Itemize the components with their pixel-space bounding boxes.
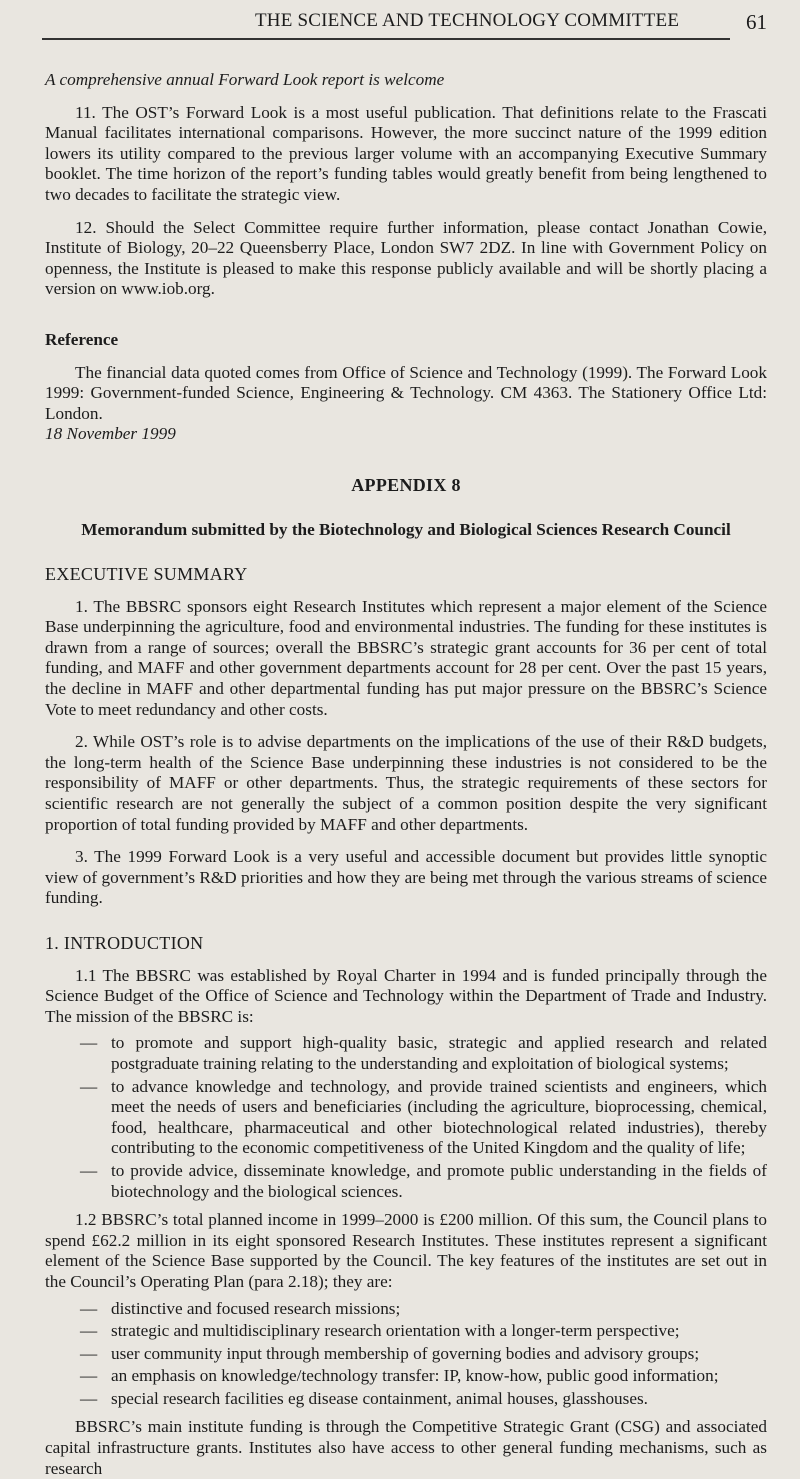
page-body xyxy=(45,70,767,1479)
summary-paragraph-2: 2. While OST’s role is to advise departments on the implications of the use of their R&D budgets, the long-term health of the Science Base underpinning these industries is not considered to be the responsibility of MAFF or other departments. Thus, the strategic requirements of these sectors for scientific research are not generally the subject of a common position despite the very significant proportion of total funding provided by MAFF and other departments. xyxy=(45,732,767,834)
list-item: — an emphasis on knowledge/technology transfer: IP, know-how, public good information; xyxy=(80,1366,719,1386)
reference-heading: Reference xyxy=(45,329,119,349)
page-number: 61 xyxy=(746,10,767,34)
summary-paragraph-1: 1. The BBSRC sponsors eight Research Institutes which represent a major element of the Science Base underpinning the agriculture, food and environmental industries. The funding for these institutes is drawn from a range of sources; overall the BBSRC’s strategic grant accounts for 36 per cent of total funding, and MAFF and other government departments account for 28 per cent. Over the past 15 years, the decline in MAFF and other departmental funding has put major pressure on the BBSRC’s Science Vote to meet redundancy and other costs. xyxy=(45,596,767,719)
introduction-heading: 1. INTRODUCTION xyxy=(45,933,204,953)
list-item: — strategic and multidisciplinary research orientation with a longer-term perspective; xyxy=(80,1321,680,1341)
appendix-title: APPENDIX 8 xyxy=(351,474,461,495)
executive-summary-heading: EXECUTIVE SUMMARY xyxy=(45,564,248,585)
intro-paragraph-1-2: 1.2 BBSRC’s total planned income in 1999–2000 is £200 million. Of this sum, the Council plans to spend £62.2 million in its eight sponsored Research Institutes. These institutes represent a significant element of the Science Base supported by the Council. The key features of the institutes are set out in the Council’s Operating Plan (para 2.18); they are: xyxy=(45,1210,767,1291)
running-title: THE SCIENCE AND TECHNOLOGY COMMITTEE xyxy=(255,10,680,31)
section-heading-forward-look: A comprehensive annual Forward Look report is welcome xyxy=(45,70,445,89)
appendix-subtitle: Memorandum submitted by the Biotechnology and Biological Sciences Research Council xyxy=(81,519,731,539)
list-item: — user community input through membership of governing bodies and advisory groups; xyxy=(80,1343,700,1363)
list-item: — to promote and support high-quality basic, strategic and applied research and related postgraduate training relating to the understanding and exploitation of biological systems; xyxy=(80,1033,767,1073)
intro-paragraph-1-1: 1.1 The BBSRC was established by Royal Charter in 1994 and is funded principally through the Science Budget of the Office of Science and Technology within the Department of Trade and Industry. The mission of the BBSRC is: xyxy=(45,965,767,1026)
paragraph-12: 12. Should the Select Committee require further information, please contact Jonathan Cowie, Institute of Biology, 20–22 Queensberry Place, London SW7 2DZ. In line with Government Policy on openness, the Institute is pleased to make this response publicly available and will be shortly placing a version on www.iob.org. xyxy=(45,217,767,299)
header-rule xyxy=(42,38,730,40)
mission-list xyxy=(45,1033,767,1202)
list-item: — special research facilities eg disease containment, animal houses, glasshouses. xyxy=(80,1388,648,1408)
list-item: — to advance knowledge and technology, and provide trained scientists and engineers, which meet the needs of users and beneficiaries (including the agriculture, bioprocessing, chemical, food, healthcare, pharmaceutical and other biotechnological related industries), thereby contributing to the economic competitiveness of the United Kingdom and the quality of life; xyxy=(80,1076,767,1158)
reference-date: 18 November 1999 xyxy=(45,424,176,444)
paragraph-11: 11. The OST’s Forward Look is a most useful publication. That definitions relate to the Frascati Manual facilitates international comparisons. However, the more succinct nature of the 1999 edition lowers its utility compared to the previous larger volume with an accompanying Executive Summary booklet. The time horizon of the report’s funding tables would greatly benefit from being lengthened to two decades to facilitate the strategic view. xyxy=(45,102,767,204)
summary-paragraph-3: 3. The 1999 Forward Look is a very useful and accessible document but provides little synoptic view of government’s R&D priorities and how they are being met through the various streams of science funding. xyxy=(45,847,767,908)
list-item: — distinctive and focused research missions; xyxy=(80,1298,401,1318)
page-header xyxy=(0,10,800,32)
reference-text: The financial data quoted comes from Office of Science and Technology (1999). The Forward Look 1999: Government-funded Science, Engineering & Technology. CM 4363. The Stationery Office Ltd: London. xyxy=(45,362,767,423)
list-item: — to provide advice, disseminate knowledge, and promote public understanding in the fields of biotechnology and the biological sciences. xyxy=(80,1160,767,1201)
institute-features-list xyxy=(45,1299,767,1410)
intro-paragraph-tail: BBSRC’s main institute funding is through the Competitive Strategic Grant (CSG) and associated capital infrastructure grants. Institutes also have access to other general funding mechanisms, such as research xyxy=(45,1417,767,1478)
